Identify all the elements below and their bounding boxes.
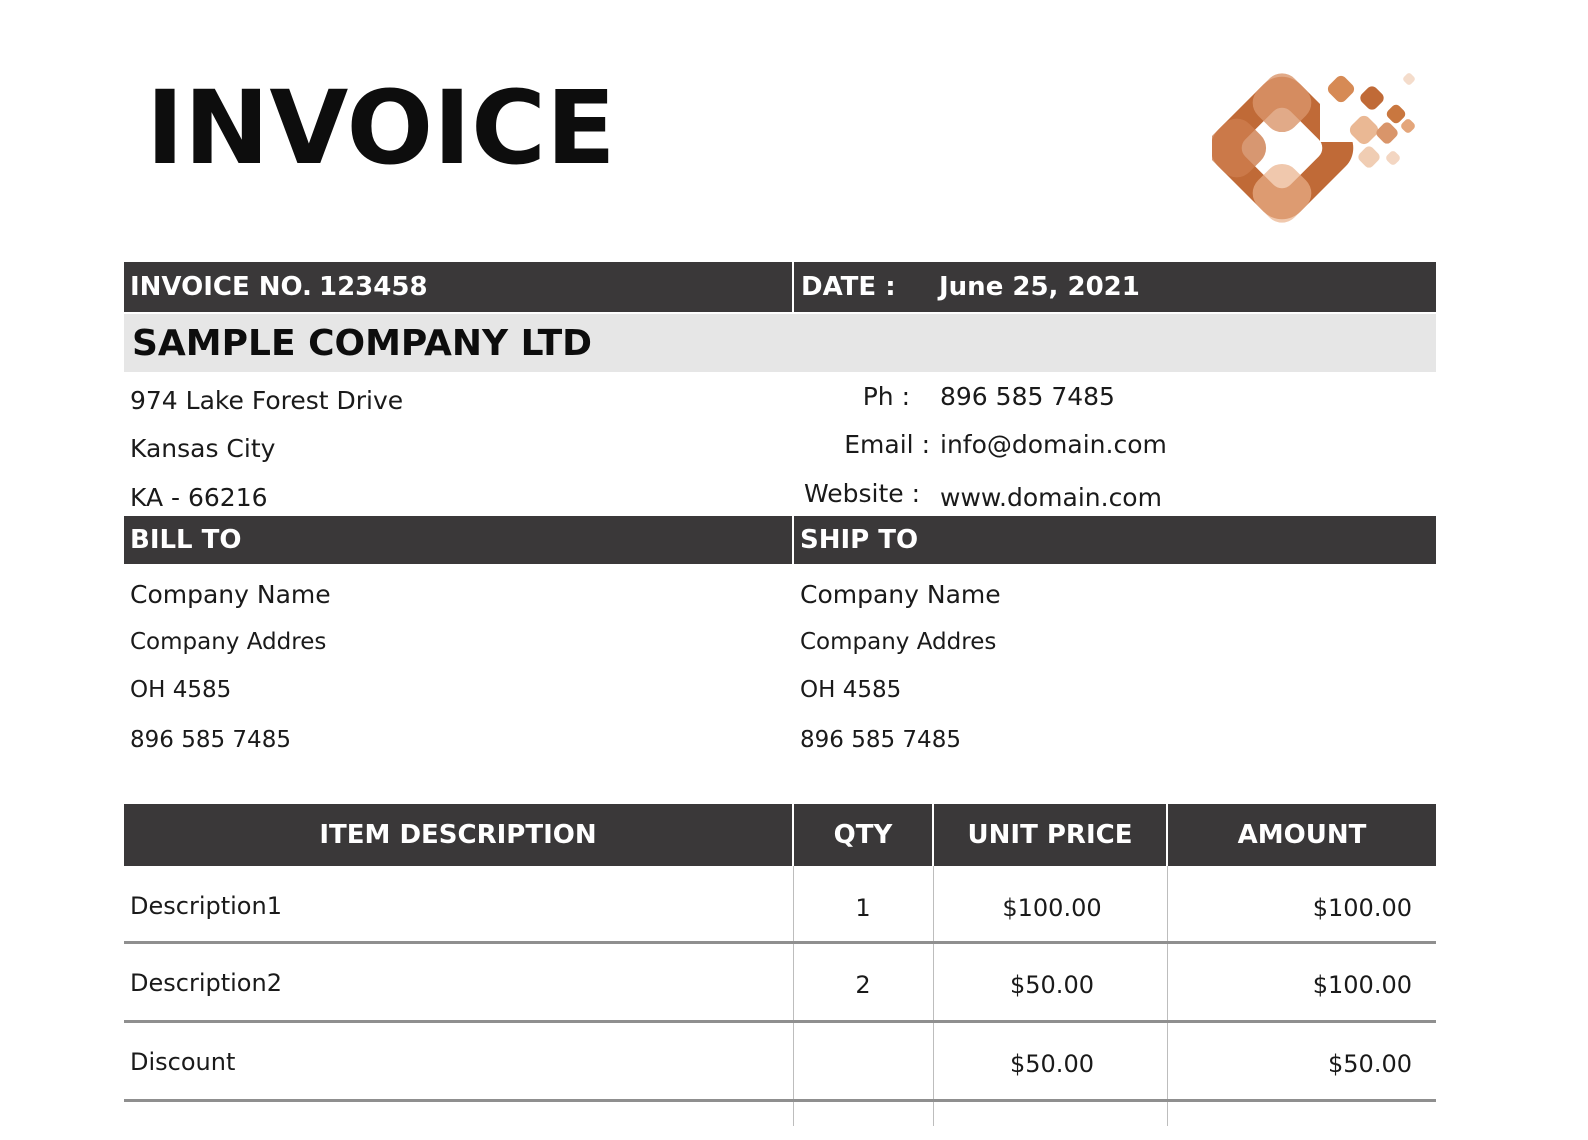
row-divider	[124, 1099, 1436, 1102]
date-value: June 25, 2021	[939, 272, 1140, 302]
company-logo-icon	[1212, 60, 1432, 230]
col-header-unit-price: UNIT PRICE	[934, 804, 1166, 866]
row-2-qty: 2	[855, 971, 871, 999]
company-name: SAMPLE COMPANY LTD	[132, 322, 593, 364]
email-value: info@domain.com	[940, 430, 1167, 459]
row-2-unit-price: $50.00	[1010, 971, 1094, 999]
row-3-description: Discount	[130, 1048, 236, 1076]
bill-to-company-address: Company Addres	[130, 629, 327, 655]
row-1-amount: $100.00	[1312, 894, 1412, 922]
invoice-no-label: INVOICE NO.	[130, 272, 312, 302]
phone-label: Ph :	[862, 382, 910, 411]
company-address-line1: 974 Lake Forest Drive	[130, 386, 404, 415]
website-label: Website :	[803, 479, 920, 508]
row-1-description: Description1	[130, 892, 282, 920]
company-address-line3: KA - 66216	[130, 483, 268, 512]
col-header-description: ITEM DESCRIPTION	[124, 804, 792, 866]
company-address-line2: Kansas City	[130, 434, 276, 463]
ship-to-heading: SHIP TO	[800, 525, 919, 555]
bill-ship-bar	[124, 516, 1436, 564]
row-1-qty: 1	[855, 894, 871, 922]
row-1-unit-price: $100.00	[1002, 894, 1102, 922]
ship-to-company-address: Company Addres	[800, 629, 997, 655]
bill-to-company-name: Company Name	[130, 580, 331, 609]
ship-to-postal: OH 4585	[800, 677, 902, 703]
invoice-no-value: 123458	[319, 272, 428, 302]
row-3-unit-price: $50.00	[1010, 1050, 1094, 1078]
email-label: Email :	[844, 430, 930, 459]
date-label: DATE :	[801, 272, 896, 302]
row-2-amount: $100.00	[1312, 971, 1412, 999]
bill-to-postal: OH 4585	[130, 677, 232, 703]
row-2-description: Description2	[130, 969, 282, 997]
col-header-qty: QTY	[794, 804, 932, 866]
invoice-meta-bar	[124, 262, 1436, 312]
bill-to-phone: 896 585 7485	[130, 727, 291, 753]
col-header-amount: AMOUNT	[1168, 804, 1436, 866]
phone-value: 896 585 7485	[940, 382, 1115, 411]
row-3-amount: $50.00	[1328, 1050, 1412, 1078]
invoice-title: INVOICE	[146, 69, 616, 188]
company-name-band	[124, 314, 1436, 372]
ship-to-company-name: Company Name	[800, 580, 1001, 609]
row-divider	[124, 1020, 1436, 1023]
ship-to-phone: 896 585 7485	[800, 727, 961, 753]
bill-to-heading: BILL TO	[130, 525, 242, 555]
website-value: www.domain.com	[940, 483, 1162, 512]
row-divider	[124, 941, 1436, 944]
